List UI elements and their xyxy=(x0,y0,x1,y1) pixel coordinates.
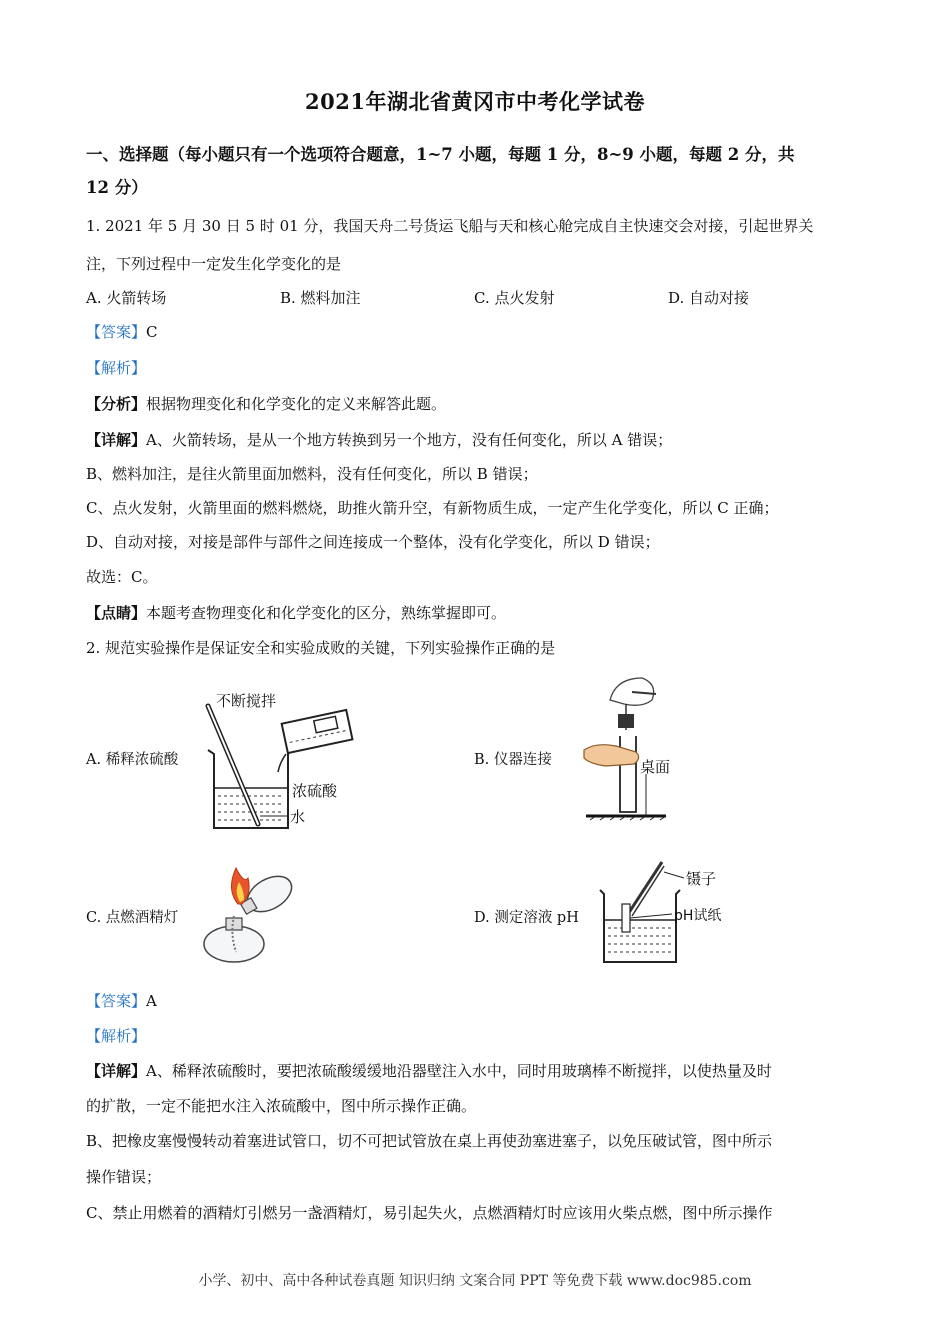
q1-stem-line-2: 注，下列过程中一定发生化学变化的是 xyxy=(86,255,342,273)
q2-detail-line-2: 的扩散，一定不能把水注入浓硫酸中，图中所示操作正确。 xyxy=(86,1097,477,1115)
figure-measure-ph xyxy=(596,856,736,968)
hand-icon xyxy=(610,678,654,705)
q1-option-b: B. 燃料加注 xyxy=(280,289,361,307)
answer-tag: 【答案】 xyxy=(86,323,147,341)
hand-icon xyxy=(584,745,639,766)
label-water: 水 xyxy=(290,808,306,826)
q2-stem: 2. 规范实验操作是保证安全和实验成败的关键，下列实验操作正确的是 xyxy=(86,639,556,657)
rubber-stopper-icon xyxy=(618,714,634,728)
figure-connect-instruments xyxy=(576,670,696,830)
page-title: 2021年湖北省黄冈市中考化学试卷 xyxy=(305,89,645,114)
q2-detail-line-4: 操作错误； xyxy=(86,1168,162,1186)
q2-option-c-label: C. 点燃酒精灯 xyxy=(86,910,179,926)
ph-paper-icon xyxy=(622,904,630,932)
section-heading-line-1: 一、选择题（每小题只有一个选项符合题意，1~7 小题，每题 1 分，8~9 小题，每题 2 分，共 xyxy=(86,145,795,164)
q2-option-a-label: A. 稀释浓硫酸 xyxy=(86,752,179,768)
q1-answer xyxy=(86,322,158,342)
q2-detail-line-3: B、把橡皮塞慢慢转动着塞进试管口，切不可把试管放在桌上再使劲塞进塞子，以免压破试管，图中所示 xyxy=(86,1132,773,1150)
q1-option-c: C. 点火发射 xyxy=(474,289,555,307)
q1-detail-line-5: 故选：C。 xyxy=(86,568,158,586)
answer-value: A xyxy=(146,992,157,1010)
q1-option-d: D. 自动对接 xyxy=(668,289,750,307)
q1-stem-line-1: 1. 2021 年 5 月 30 日 5 时 01 分，我国天舟二号货运飞船与天和核心舱完成自主快速交会对接，引起世界关 xyxy=(86,217,814,235)
answer-tag: 【答案】 xyxy=(86,992,147,1010)
q1-option-a: A. 火箭转场 xyxy=(86,289,167,307)
q2-detail-line-5: C、禁止用燃着的酒精灯引燃另一盏酒精灯，易引起失火，点燃酒精灯时应该用火柴点燃，图中所示操作 xyxy=(86,1204,773,1222)
figure-dilute-acid xyxy=(200,692,360,834)
q2-option-d-label: D. 测定溶液 pH xyxy=(474,910,579,926)
figure-alcohol-lamp xyxy=(196,856,306,968)
label-desk: 桌面 xyxy=(640,758,671,776)
label-acid: 浓硫酸 xyxy=(292,782,338,800)
q1-dianjing: 【点睛】本题考查物理变化和化学变化的区分，熟练掌握即可。 xyxy=(86,604,507,622)
tweezers-icon xyxy=(628,862,662,914)
q1-analysis-tag: 【解析】 xyxy=(86,359,147,377)
q2-analysis-tag: 【解析】 xyxy=(86,1027,147,1045)
q1-detail-line-2: B、燃料加注，是往火箭里面加燃料，没有任何变化，所以 B 错误； xyxy=(86,465,538,483)
beaker-icon xyxy=(600,890,680,962)
q1-detail-line-1: 【详解】A、火箭转场，是从一个地方转换到另一个地方，没有任何变化，所以 A 错误； xyxy=(86,431,673,449)
q1-fenxi: 【分析】根据物理变化和化学变化的定义来解答此题。 xyxy=(86,395,447,413)
answer-value: C xyxy=(146,323,158,341)
q2-option-b-label: B. 仪器连接 xyxy=(474,752,552,768)
label-tweezers: 镊子 xyxy=(686,870,717,888)
q1-detail-line-3: C、点火发射，火箭里面的燃料燃烧，助推火箭升空，有新物质生成，一定产生化学变化，所以 C 正确； xyxy=(86,499,779,517)
page-footer: 小学、初中、高中各种试卷真题 知识归纳 文案合同 PPT 等免费下载 www.doc985.com xyxy=(198,1273,752,1289)
section-heading-line-2: 12 分） xyxy=(86,178,148,197)
section-heading xyxy=(86,138,866,204)
q2-answer xyxy=(86,991,157,1011)
q2-detail-line-1: 【详解】A、稀释浓硫酸时，要把浓硫酸缓缓地沿器壁注入水中，同时用玻璃棒不断搅拌，以使热量及时 xyxy=(86,1062,772,1080)
label-stir: 不断搅拌 xyxy=(216,692,277,710)
acid-bottle-icon xyxy=(282,710,353,753)
label-ph-paper: pH试纸 xyxy=(674,908,722,924)
q1-detail-line-4: D、自动对接，对接是部件与部件之间连接成一个整体，没有化学变化，所以 D 错误； xyxy=(86,533,660,551)
